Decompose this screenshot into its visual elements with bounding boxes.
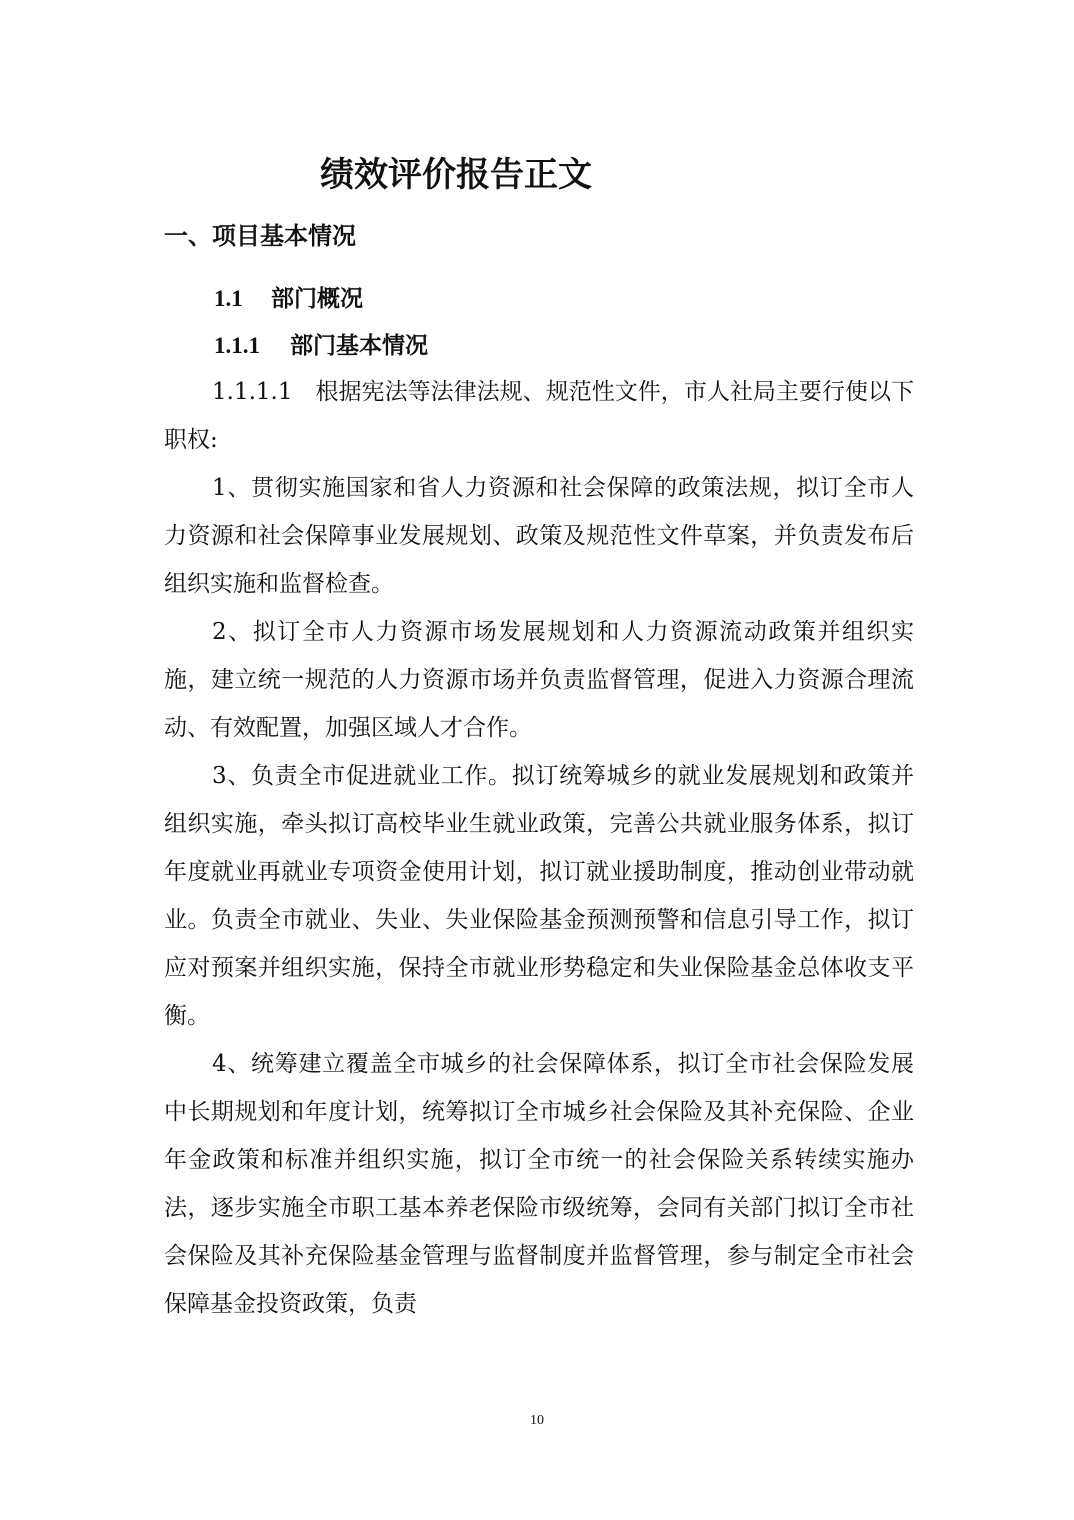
subsection-heading xyxy=(214,279,363,319)
paragraph: 1.1.1.1 根据宪法等法律法规、规范性文件，市人社局主要行使以下职权: xyxy=(164,379,914,453)
subsubsection-number: 1.1.1 xyxy=(214,333,260,358)
body-text xyxy=(164,368,914,1328)
section-heading: 一、项目基本情况 xyxy=(164,222,356,250)
paragraph: 2、拟订全市人力资源市场发展规划和人力资源流动政策并组织实施，建立统一规范的人力资源市场并负责监督管理，促进入力资源合理流动、有效配置，加强区域人才合作。 xyxy=(164,619,914,741)
subsubsection-title: 部门基本情况 xyxy=(290,333,428,359)
paragraph: 3、负责全市促进就业工作。拟订统筹城乡的就业发展规划和政策并组织实施，牵头拟订高校毕业生就业政策，完善公共就业服务体系，拟订年度就业再就业专项资金使用计划，拟订就业援助制度，推动创业带动就业。负责全市就业、失业、失业保险基金预测预警和信息引导工作，拟订应对预案并组织实施，保持全市就业形势稳定和失业保险基金总体收支平衡。 xyxy=(164,763,914,1029)
paragraph: 1、贯彻实施国家和省人力资源和社会保障的政策法规，拟订全市人力资源和社会保障事业发展规划、政策及规范性文件草案，并负责发布后组织实施和监督检查。 xyxy=(164,475,914,597)
document-title: 绩效评价报告正文 xyxy=(320,155,592,195)
paragraph: 4、统筹建立覆盖全市城乡的社会保障体系，拟订全市社会保险发展中长期规划和年度计划，统筹拟订全市城乡社会保险及其补充保险、企业年金政策和标准并组织实施，拟订全市统一的社会保险关系转续实施办法，逐步实施全市职工基本养老保险市级统筹，会同有关部门拟订全市社会保险及其补充保险基金管理与监督制度并监督管理，参与制定全市社会保障基金投资政策，负责 xyxy=(164,1051,914,1317)
subsection-number: 1.1 xyxy=(214,286,243,311)
subsection-title: 部门概况 xyxy=(271,286,363,312)
subsubsection-heading xyxy=(214,326,428,366)
page-number: 10 xyxy=(530,1413,544,1428)
